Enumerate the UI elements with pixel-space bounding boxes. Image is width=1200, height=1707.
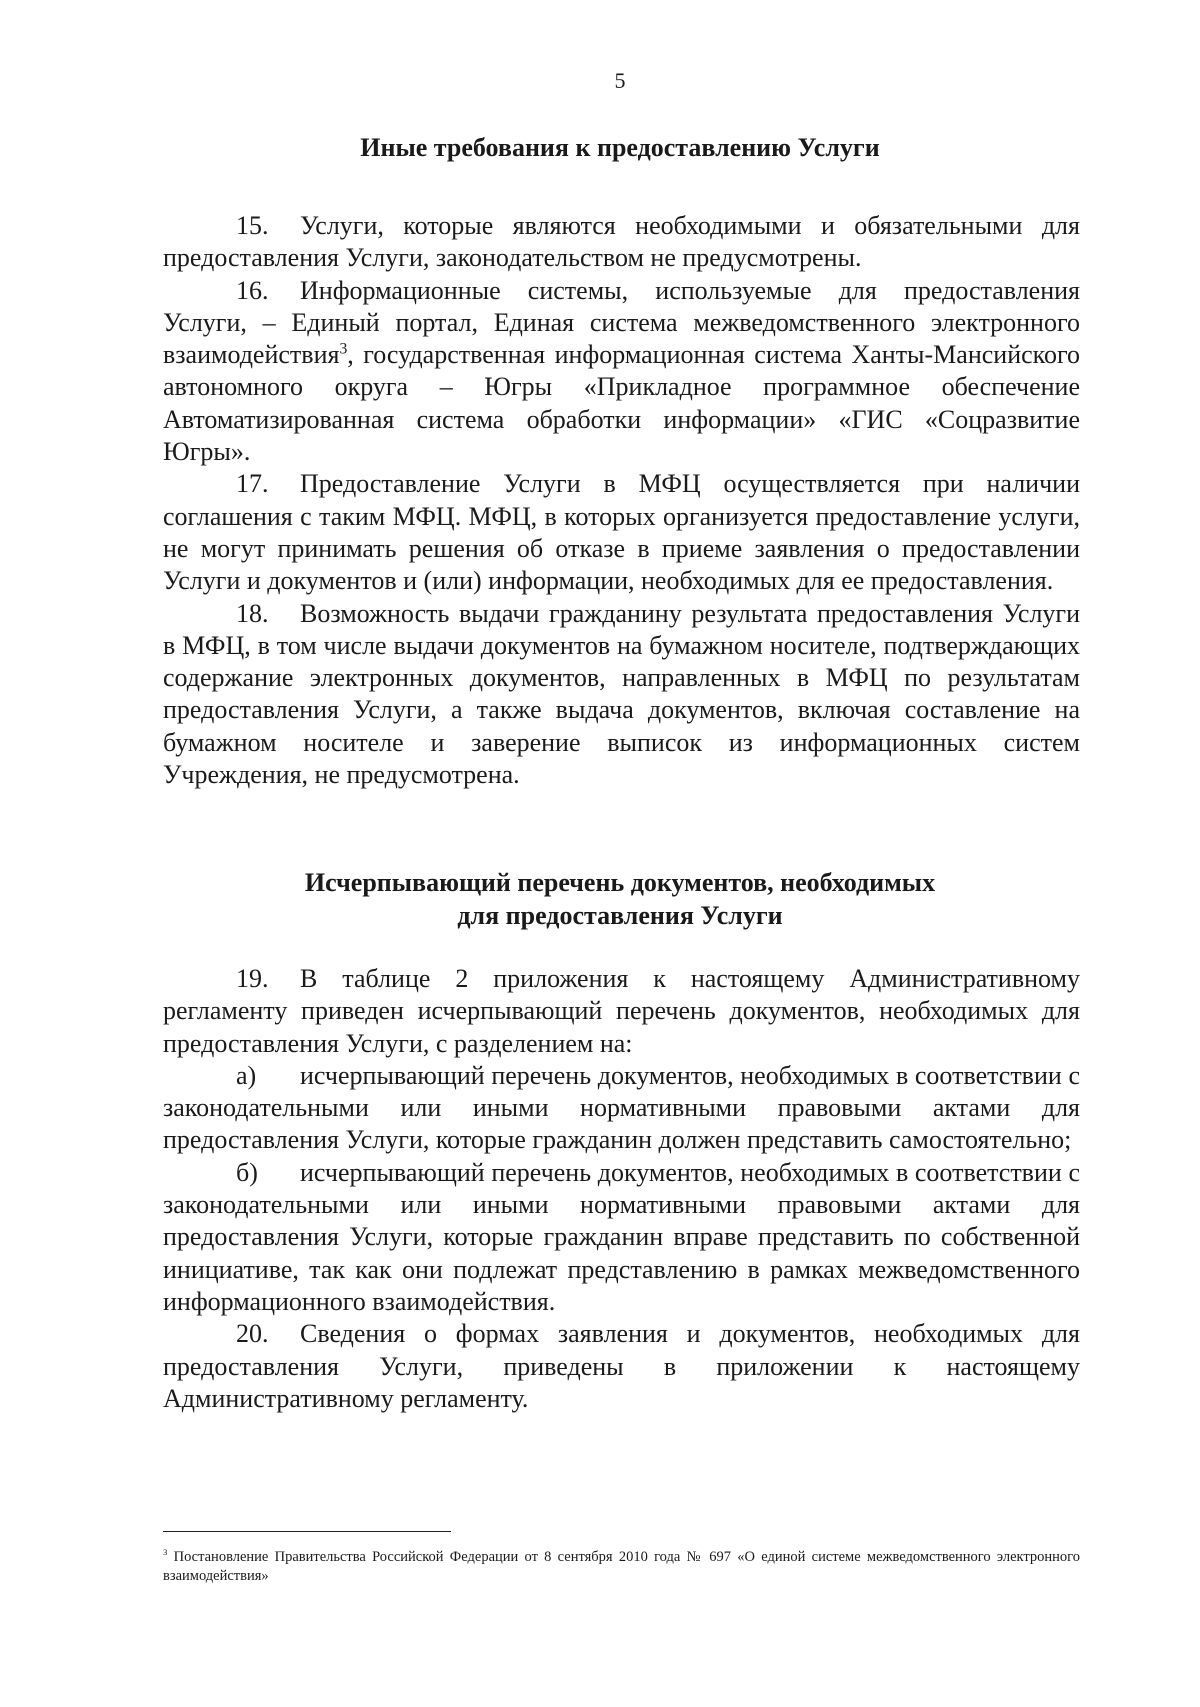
paragraph-17 [163,468,1080,597]
paragraph-text: Информационные системы, используемые для предоставления Услуги, – Единый портал, Единая система межведомственного электронного взаимодействия [163,275,1080,370]
paragraph-number: 18. [236,598,269,628]
footnote-reference: 3 [339,340,348,358]
paragraph-18 [163,598,1080,792]
paragraph-15 [163,210,1080,275]
paragraph-16 [163,275,1080,469]
subparagraph-letter: а) [236,1060,257,1090]
subparagraph-letter: б) [236,1157,258,1187]
footnote [163,1548,1080,1586]
footnote-text: Постановление Правительства Российской Федерации от 8 сентября 2010 года № 697 «О единой системе межведомственного электронного взаимодействия» [163,1549,1080,1584]
paragraph-text-continued: , государственная информационная система Ханты-Мансийского автономного округа – Югры «Прикладное программное обеспечение Автоматизированная система обработки информации» «ГИС «Соцразвитие Югры». [163,340,1080,467]
paragraph-text: Возможность выдачи гражданину результата предоставления Услуги в МФЦ, в том числе выдачи документов на бумажном носителе, подтверждающих содержание электронных документов, направленных в МФЦ по результатам предоставления Услуги, а также выдача документов, включая составление на бумажном носителе и заверение выписок из информационных систем Учреждения, не предусмотрена. [163,598,1080,790]
subparagraph-b [163,1157,1080,1318]
footnote-mark: 3 [163,1547,168,1558]
paragraph-text: Услуги, которые являются необходимыми и обязательными для предоставления Услуги, законодательством не предусмотрены. [163,211,1080,273]
footnote-divider [163,1531,451,1532]
section-title-documents-list [160,866,1080,932]
paragraph-number: 15. [236,211,269,240]
subparagraph-text: исчерпывающий перечень документов, необходимых в соответствии с законодательными или иными нормативными правовыми актами для предоставления Услуги, которые гражданин вправе представить по собственной инициативе, так как они подлежат представлению в рамках межведомственного информационного взаимодействия. [163,1157,1080,1316]
paragraph-text: Предоставление Услуги в МФЦ осуществляется при наличии соглашения с таким МФЦ. МФЦ, в которых организуется предоставление услуги, не могут принимать решения об отказе в приеме заявления о предоставлении Услуги и документов и (или) информации, необходимых для ее предоставления. [163,469,1080,596]
section-title-other-requirements: Иные требования к предоставлению Услуги [360,133,880,162]
subparagraph-a [163,1060,1080,1157]
page-number: 5 [614,68,626,93]
paragraph-number: 20. [236,1319,269,1349]
section-title-line-2: для предоставления Услуги [457,901,783,930]
paragraph-number: 17. [236,469,269,499]
paragraph-19 [163,963,1080,1060]
section-2-body [163,963,1080,1415]
paragraph-text: В таблице 2 приложения к настоящему Административному регламенту приведен исчерпывающий перечень документов, необходимых для предоставления Услуги, с разделением на: [163,964,1080,1058]
paragraph-text: Сведения о формах заявления и документов, необходимых для предоставления Услуги, приведены в приложении к настоящему Административному регламенту. [163,1319,1080,1413]
subparagraph-text: исчерпывающий перечень документов, необходимых в соответствии с законодательными или иными нормативными правовыми актами для предоставления Услуги, которые гражданин должен представить самостоятельно; [163,1060,1080,1155]
paragraph-20 [163,1318,1080,1415]
paragraph-number: 19. [236,964,269,993]
section-1-body [163,210,1080,791]
paragraph-number: 16. [236,275,269,305]
section-title-line-1: Исчерпывающий перечень документов, необходимых [304,868,936,897]
